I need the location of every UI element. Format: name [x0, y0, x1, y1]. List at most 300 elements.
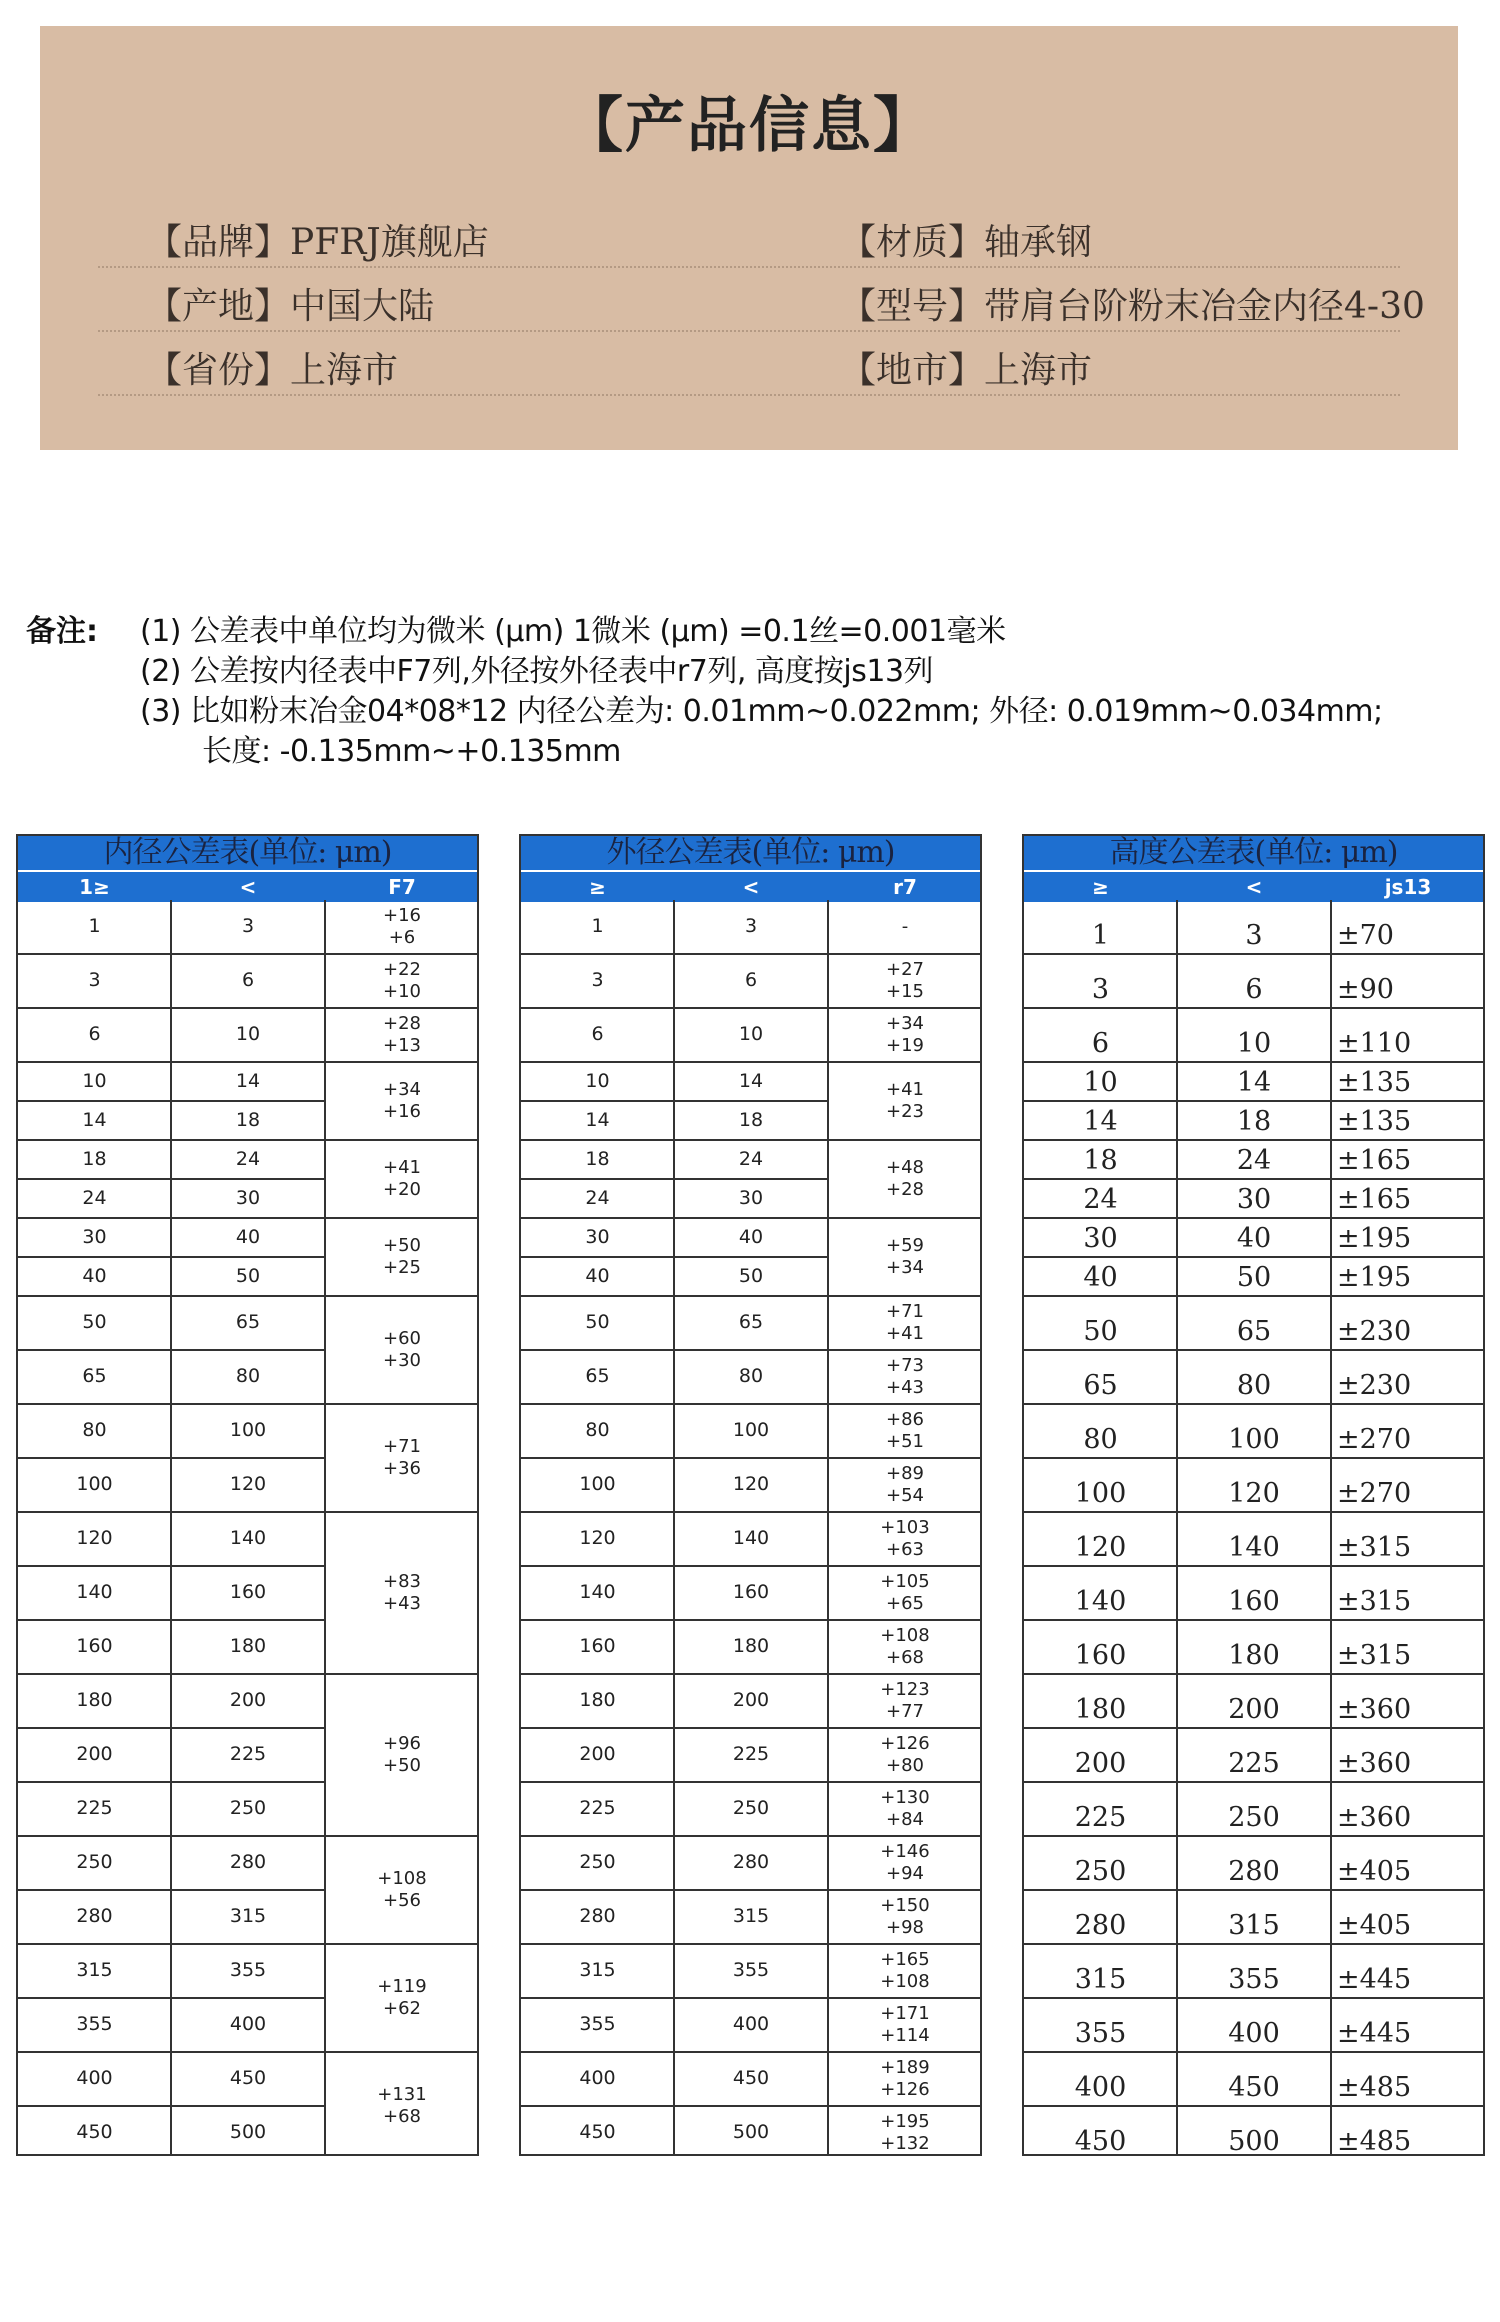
table-cell: 355 — [579, 2013, 616, 2035]
table-cell: 30 — [235, 1186, 261, 1209]
table-cell: 160 — [229, 1581, 267, 1603]
row-divider — [18, 1403, 479, 1405]
tolerance-cell — [828, 1301, 982, 1345]
row-divider — [1024, 1061, 1485, 1063]
table-cell: 65 — [82, 1365, 107, 1387]
table-cell: 160 — [1228, 1586, 1280, 1617]
tolerance-cell — [828, 1949, 982, 1993]
tolerance-lower: +41 — [886, 1323, 924, 1344]
table-header — [1024, 870, 1483, 902]
row-divider — [1024, 2105, 1485, 2107]
tolerance-upper: +50 — [383, 1235, 421, 1256]
tolerance-cell — [325, 1436, 479, 1480]
table-cell: 280 — [732, 1851, 770, 1873]
info-row-origin — [98, 268, 1425, 332]
note-line-3: (3) 比如粉末冶金04*08*12 内径公差为: 0.01mm~0.022mm; 外径: 0.019mm~0.034mm; — [140, 694, 1383, 729]
tolerance-cell — [828, 916, 982, 938]
tolerance-lower: +62 — [383, 1998, 421, 2019]
table-cell: 200 — [229, 1689, 267, 1711]
row-divider — [18, 1943, 479, 1945]
header-tolerance: F7 — [388, 875, 416, 899]
row-divider — [521, 1727, 982, 1729]
row-divider — [521, 1619, 982, 1621]
table-cell: 140 — [229, 1527, 267, 1549]
table-cell: 400 — [732, 2013, 770, 2035]
table-cell: 250 — [579, 1851, 616, 1873]
tolerance-lower: +65 — [886, 1593, 924, 1614]
row-divider — [521, 1349, 982, 1351]
table-cell: 160 — [579, 1635, 616, 1657]
table-cell: ±165 — [1337, 1145, 1412, 1176]
row-divider — [521, 1511, 982, 1513]
table-cell: 450 — [579, 2121, 616, 2143]
header-max: < — [742, 875, 760, 899]
row-divider — [1024, 1727, 1485, 1729]
row-divider — [1024, 1889, 1485, 1891]
tolerance-upper: +126 — [880, 1733, 930, 1754]
table-cell: ±70 — [1337, 920, 1394, 951]
table-cell: 120 — [229, 1473, 267, 1495]
table-cell: 200 — [1228, 1694, 1280, 1725]
info-row-brand — [98, 204, 1400, 268]
table-cell: 250 — [76, 1851, 113, 1873]
tolerance-lower: +19 — [886, 1035, 924, 1056]
table-cell: 140 — [579, 1581, 616, 1603]
row-divider — [18, 2105, 325, 2107]
tolerance-upper: +73 — [886, 1355, 924, 1376]
tolerance-upper: - — [901, 916, 909, 937]
tolerance-upper: +195 — [880, 2111, 930, 2132]
tolerance-upper: +130 — [880, 1787, 930, 1808]
table-cell: ±360 — [1337, 1748, 1412, 1779]
tolerance-upper: +108 — [880, 1625, 930, 1646]
tolerance-upper: +96 — [383, 1733, 421, 1754]
table-cell: 315 — [1074, 1964, 1127, 1995]
table-cell: 10 — [1083, 1067, 1118, 1098]
table-cell: ±315 — [1337, 1640, 1412, 1671]
table-cell: 24 — [82, 1186, 107, 1209]
model-label: 【型号】带肩台阶粉末冶金内径4-30 — [840, 286, 1425, 327]
table-cell: 30 — [738, 1186, 764, 1209]
tolerance-lower: +30 — [383, 1350, 421, 1371]
table-cell: ±195 — [1337, 1223, 1412, 1254]
tolerance-lower: +114 — [880, 2025, 930, 2046]
row-divider — [18, 1781, 325, 1783]
table-cell: 180 — [1228, 1640, 1280, 1671]
table-cell: 14 — [738, 1069, 764, 1092]
table-cell: 225 — [76, 1797, 113, 1819]
tolerance-upper: +150 — [880, 1895, 930, 1916]
table-cell: 315 — [732, 1905, 770, 1927]
table-cell: ±485 — [1337, 2126, 1412, 2157]
table-cell: 40 — [585, 1264, 610, 1287]
table-cell: 3 — [88, 969, 101, 991]
table-cell: 355 — [229, 1959, 267, 1981]
tolerance-upper: +28 — [383, 1013, 421, 1034]
row-divider — [18, 1619, 325, 1621]
tolerance-lower: +80 — [886, 1755, 924, 1776]
table-cell: 6 — [241, 969, 255, 991]
tolerance-upper: +131 — [377, 2084, 427, 2105]
table-cell: 24 — [585, 1186, 610, 1209]
tolerance-lower: +15 — [886, 981, 924, 1002]
table-cell: 18 — [585, 1147, 610, 1170]
table-cell: 500 — [229, 2121, 267, 2143]
table-cell: 355 — [1228, 1964, 1280, 1995]
table-cell: ±135 — [1337, 1067, 1412, 1098]
inner-diameter-tolerance-table — [16, 834, 479, 2156]
tolerance-cell — [325, 1733, 479, 1777]
table-cell: 14 — [585, 1108, 610, 1131]
tolerance-cell — [828, 959, 982, 1003]
table-cell: 80 — [82, 1419, 107, 1441]
table-cell: 450 — [229, 2067, 267, 2089]
product-info-title: 【产品信息】 — [563, 91, 935, 161]
table-cell: 24 — [738, 1147, 764, 1170]
table-cell: 120 — [732, 1473, 770, 1495]
table-cell: 180 — [579, 1689, 616, 1711]
tolerance-cell — [828, 1013, 982, 1057]
header-max: < — [1245, 875, 1263, 899]
table-cell: 65 — [738, 1311, 764, 1333]
header-max: < — [239, 875, 257, 899]
table-cell: 10 — [585, 1069, 610, 1092]
tolerance-upper: +89 — [886, 1463, 924, 1484]
table-cell: 200 — [76, 1743, 113, 1765]
table-cell: 400 — [1074, 2072, 1127, 2103]
header-tolerance: js13 — [1384, 875, 1432, 899]
notes-label: 备注: — [26, 614, 98, 649]
table-cell: 280 — [579, 1905, 616, 1927]
table-cell: ±165 — [1337, 1184, 1412, 1215]
table-cell: 400 — [76, 2067, 113, 2089]
tolerance-upper: +86 — [886, 1409, 924, 1430]
row-divider — [1024, 1178, 1485, 1180]
table-cell: 6 — [744, 969, 758, 991]
table-cell: 225 — [1228, 1748, 1280, 1779]
table-cell: 65 — [1236, 1316, 1272, 1347]
table-cell: ±445 — [1337, 2018, 1412, 2049]
table-cell: 1 — [591, 915, 604, 937]
tolerance-upper: +34 — [383, 1079, 421, 1100]
row-divider — [18, 1889, 325, 1891]
row-divider — [1024, 1511, 1485, 1513]
row-divider — [1024, 1835, 1485, 1837]
tolerance-cell — [325, 959, 479, 1003]
tolerance-cell — [325, 1079, 479, 1123]
row-divider — [18, 1217, 479, 1219]
table-cell: 1 — [1091, 920, 1110, 951]
table-cell: 400 — [1228, 2018, 1280, 2049]
tolerance-cell — [325, 1235, 479, 1279]
table-cell: 14 — [82, 1108, 107, 1131]
tolerance-cell — [325, 905, 479, 949]
tolerance-upper: +41 — [383, 1157, 421, 1178]
tolerance-lower: +16 — [383, 1101, 421, 1122]
table-cell: 80 — [1083, 1424, 1118, 1455]
row-divider — [521, 1061, 982, 1063]
table-cell: 400 — [579, 2067, 616, 2089]
row-divider — [521, 1997, 982, 1999]
tolerance-lower: +68 — [886, 1647, 924, 1668]
table-cell: 40 — [1083, 1262, 1118, 1293]
table-cell: 65 — [1083, 1370, 1118, 1401]
table-cell: ±230 — [1337, 1370, 1412, 1401]
table-cell: 160 — [76, 1635, 113, 1657]
row-divider — [18, 1178, 325, 1180]
table-cell: 65 — [235, 1311, 261, 1333]
table-cell: 250 — [1074, 1856, 1127, 1887]
row-divider — [521, 1835, 982, 1837]
table-cell: 18 — [1083, 1145, 1118, 1176]
province-label: 【省份】上海市 — [146, 350, 399, 391]
tolerance-upper: +83 — [383, 1571, 421, 1592]
table-cell: ±360 — [1337, 1802, 1412, 1833]
tolerance-upper: +22 — [383, 959, 421, 980]
tolerance-upper: +165 — [880, 1949, 930, 1970]
note-line-1: (1) 公差表中单位均为微米 (μm) 1微米 (μm) =0.1丝=0.001毫米 — [140, 614, 1006, 649]
row-divider — [521, 2105, 982, 2107]
tolerance-cell — [325, 1328, 479, 1372]
table-cell: 355 — [732, 1959, 770, 1981]
material-label: 【材质】轴承钢 — [840, 222, 1093, 263]
table-cell: 225 — [732, 1743, 770, 1765]
tolerance-lower: +98 — [886, 1917, 924, 1938]
tolerance-upper: +41 — [886, 1079, 924, 1100]
row-divider — [18, 1100, 325, 1102]
table-cell: 280 — [1074, 1910, 1127, 1941]
table-cell: ±90 — [1337, 974, 1394, 1005]
tolerance-upper: +48 — [886, 1157, 924, 1178]
row-divider — [18, 1007, 479, 1009]
tolerance-upper: +105 — [880, 1571, 930, 1592]
table-cell: 315 — [1228, 1910, 1280, 1941]
table-cell: 50 — [82, 1311, 107, 1333]
table-cell: 250 — [1228, 1802, 1280, 1833]
row-divider — [521, 1781, 982, 1783]
tolerance-cell — [828, 1079, 982, 1123]
table-cell: 1 — [88, 915, 101, 937]
tolerance-upper: +171 — [880, 2003, 930, 2024]
tolerance-lower: +108 — [880, 1971, 930, 1992]
row-divider — [1024, 1619, 1485, 1621]
table-cell: 24 — [235, 1147, 261, 1170]
row-divider — [1024, 1403, 1485, 1405]
header-min: ≥ — [1092, 875, 1109, 899]
tolerance-cell — [828, 1571, 982, 1615]
table-cell: 50 — [1236, 1262, 1272, 1293]
table-cell: 100 — [732, 1419, 770, 1441]
table-cell: 40 — [82, 1264, 107, 1287]
table-cell: 280 — [76, 1905, 113, 1927]
table-cell: 3 — [241, 915, 255, 937]
table-cell: 30 — [585, 1225, 610, 1248]
note-line-4: 长度: -0.135mm~+0.135mm — [202, 734, 621, 769]
table-cell: 180 — [1074, 1694, 1127, 1725]
table-cell: 355 — [1074, 2018, 1127, 2049]
tolerance-cell — [828, 1841, 982, 1885]
tolerance-lower: +54 — [886, 1485, 924, 1506]
tolerance-cell — [828, 1625, 982, 1669]
tolerance-upper: +108 — [377, 1868, 427, 1889]
tolerance-lower: +25 — [383, 1257, 421, 1278]
table-cell: 140 — [1228, 1532, 1280, 1563]
table-cell: ±315 — [1337, 1532, 1412, 1563]
table-header — [18, 870, 477, 902]
table-title: 外径公差表(单位: μm) — [521, 836, 980, 870]
table-cell: 18 — [1236, 1106, 1272, 1137]
tolerance-upper: +27 — [886, 959, 924, 980]
table-cell: 14 — [1083, 1106, 1118, 1137]
tolerance-cell — [325, 1976, 479, 2020]
tolerance-cell — [828, 2003, 982, 2047]
row-divider — [1024, 1943, 1485, 1945]
row-divider — [1024, 1457, 1485, 1459]
tolerance-upper: +34 — [886, 1013, 924, 1034]
table-cell: 30 — [82, 1225, 107, 1248]
row-divider — [18, 1256, 325, 1258]
table-cell: 40 — [235, 1225, 261, 1248]
tolerance-lower: +23 — [886, 1101, 924, 1122]
table-cell: 80 — [235, 1365, 261, 1387]
table-cell: 120 — [76, 1527, 113, 1549]
row-divider — [521, 1889, 982, 1891]
row-divider — [1024, 2051, 1485, 2053]
table-cell: 120 — [579, 1527, 616, 1549]
tolerance-cell — [828, 1463, 982, 1507]
tolerance-upper: +103 — [880, 1517, 930, 1538]
table-cell: 450 — [1074, 2126, 1127, 2157]
tolerance-lower: +20 — [383, 1179, 421, 1200]
tolerance-upper: +189 — [880, 2057, 930, 2078]
tolerance-cell — [828, 1787, 982, 1831]
table-cell: 24 — [1236, 1145, 1272, 1176]
table-cell: 6 — [1245, 974, 1263, 1005]
tolerance-lower: +28 — [886, 1179, 924, 1200]
table-cell: ±360 — [1337, 1694, 1412, 1725]
tolerance-lower: +13 — [383, 1035, 421, 1056]
table-cell: 225 — [229, 1743, 267, 1765]
tolerance-lower: +63 — [886, 1539, 924, 1560]
row-divider — [521, 2051, 982, 2053]
table-cell: 40 — [1236, 1223, 1272, 1254]
tolerance-lower: +50 — [383, 1755, 421, 1776]
table-cell: 280 — [1228, 1856, 1280, 1887]
tolerance-lower: +68 — [383, 2106, 421, 2127]
table-cell: 280 — [229, 1851, 267, 1873]
row-divider — [1024, 1997, 1485, 1999]
tolerance-cell — [325, 1571, 479, 1615]
tolerance-upper: +146 — [880, 1841, 930, 1862]
table-cell: 250 — [732, 1797, 770, 1819]
tolerance-lower: +126 — [880, 2079, 930, 2100]
row-divider — [18, 1061, 479, 1063]
table-cell: 355 — [76, 2013, 113, 2035]
outer-diameter-tolerance-table — [519, 834, 982, 2156]
table-cell: 160 — [732, 1581, 770, 1603]
table-cell: 400 — [229, 2013, 267, 2035]
tolerance-lower: +6 — [388, 927, 416, 948]
header-tolerance: r7 — [893, 875, 917, 899]
tolerance-upper: +123 — [880, 1679, 930, 1700]
table-cell: 180 — [229, 1635, 267, 1657]
note-line-2: (2) 公差按内径表中F7列,外径按外径表中r7列, 高度按js13列 — [140, 654, 934, 689]
row-divider — [1024, 1139, 1485, 1141]
tolerance-cell — [325, 1013, 479, 1057]
table-cell: 200 — [579, 1743, 616, 1765]
table-cell: ±485 — [1337, 2072, 1412, 2103]
table-cell: 100 — [229, 1419, 267, 1441]
row-divider — [521, 1139, 982, 1141]
table-cell: 315 — [76, 1959, 113, 1981]
table-cell: 40 — [738, 1225, 764, 1248]
row-divider — [521, 1565, 982, 1567]
height-tolerance-table — [1022, 834, 1485, 2156]
row-divider — [18, 1349, 325, 1351]
tolerance-cell — [828, 2111, 982, 2155]
row-divider — [1024, 1349, 1485, 1351]
table-cell: 3 — [744, 915, 758, 937]
table-cell: 18 — [235, 1108, 261, 1131]
row-divider — [521, 1673, 982, 1675]
table-cell: 120 — [1228, 1478, 1280, 1509]
row-divider — [1024, 1295, 1485, 1297]
table-cell: 30 — [1083, 1223, 1118, 1254]
tolerance-cell — [828, 1157, 982, 1201]
table-cell: 140 — [76, 1581, 113, 1603]
tolerance-lower: +10 — [383, 981, 421, 1002]
city-label: 【地市】上海市 — [840, 350, 1093, 391]
table-cell: 3 — [1091, 974, 1110, 1005]
row-divider — [1024, 1781, 1485, 1783]
tolerance-lower: +43 — [383, 1593, 421, 1614]
tolerance-upper: +60 — [383, 1328, 421, 1349]
table-cell: 10 — [738, 1023, 764, 1045]
table-cell: 500 — [732, 2121, 770, 2143]
table-cell: 18 — [82, 1147, 107, 1170]
table-cell: 14 — [235, 1069, 261, 1092]
row-divider — [1024, 1565, 1485, 1567]
table-cell: 225 — [1074, 1802, 1127, 1833]
table-cell: 225 — [579, 1797, 616, 1819]
tolerance-cell — [828, 1733, 982, 1777]
table-cell: 250 — [229, 1797, 267, 1819]
tolerance-lower: +77 — [886, 1701, 924, 1722]
table-title: 高度公差表(单位: μm) — [1024, 836, 1483, 870]
tolerance-cell — [828, 1355, 982, 1399]
table-cell: 180 — [76, 1689, 113, 1711]
table-cell: ±405 — [1337, 1856, 1412, 1887]
tolerance-upper: +71 — [886, 1301, 924, 1322]
table-cell: 65 — [585, 1365, 610, 1387]
table-cell: 6 — [88, 1023, 101, 1045]
row-divider — [1024, 1217, 1485, 1219]
tolerance-lower: +43 — [886, 1377, 924, 1398]
table-cell: 180 — [732, 1635, 770, 1657]
tolerance-cell — [325, 2084, 479, 2128]
table-cell: 200 — [732, 1689, 770, 1711]
tolerance-cell — [828, 1895, 982, 1939]
tolerance-cell — [828, 1679, 982, 1723]
row-divider — [1024, 1673, 1485, 1675]
row-divider — [18, 1673, 479, 1675]
row-divider — [1024, 1100, 1485, 1102]
table-cell: 80 — [1236, 1370, 1272, 1401]
tolerance-lower: +34 — [886, 1257, 924, 1278]
table-cell: 50 — [1083, 1316, 1118, 1347]
tolerance-lower: +56 — [383, 1890, 421, 1911]
table-cell: 80 — [585, 1419, 610, 1441]
